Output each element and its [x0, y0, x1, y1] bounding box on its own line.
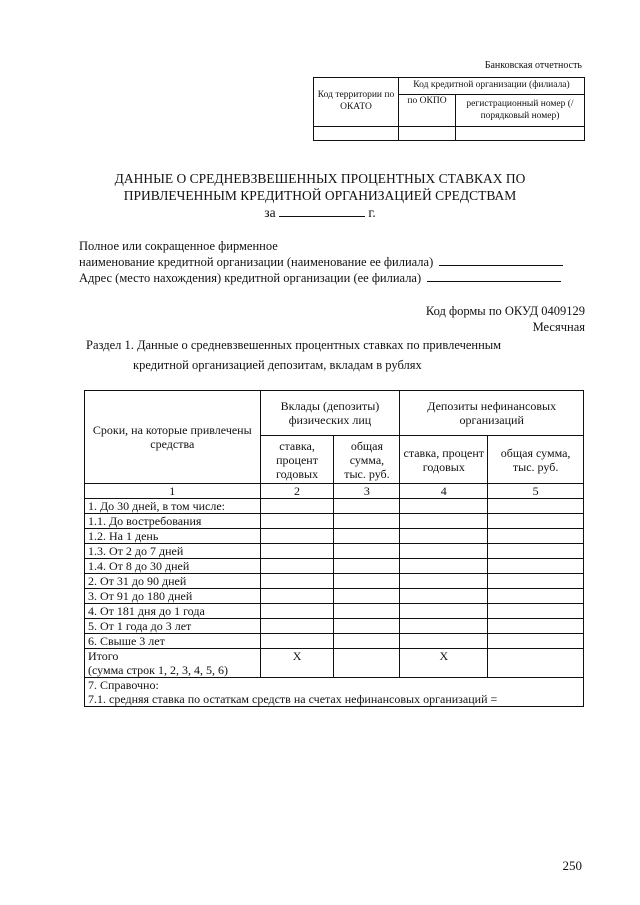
- total-row: [85, 649, 584, 678]
- cell: [488, 499, 584, 514]
- territory-code-header: Код территории по ОКАТО: [314, 78, 399, 127]
- cell: [488, 544, 584, 559]
- cell: [260, 589, 334, 604]
- row-label: 1.2. На 1 день: [85, 529, 261, 544]
- cell: [400, 544, 488, 559]
- total-individuals-rate: X: [260, 649, 334, 678]
- total-individuals-sum: [334, 649, 400, 678]
- row-label: 4. От 181 дня до 1 года: [85, 604, 261, 619]
- cell: [488, 529, 584, 544]
- section-line-2: кредитной организацией депозитам, вкладам в рублях: [133, 358, 422, 372]
- org-info-line-3: [79, 270, 563, 286]
- cell: [334, 574, 400, 589]
- row-label: 1.1. До востребования: [85, 514, 261, 529]
- table-row: [85, 544, 584, 559]
- column-number: 5: [488, 484, 584, 499]
- table-row: [85, 514, 584, 529]
- codes-table: [313, 77, 585, 141]
- cell: [334, 544, 400, 559]
- org-address-label: Адрес (место нахождения) кредитной организации (ее филиала): [79, 271, 422, 285]
- table-row: [85, 604, 584, 619]
- section-heading: [86, 335, 501, 375]
- total-label-line-2: (сумма строк 1, 2, 3, 4, 5, 6): [88, 663, 228, 677]
- reg-number-header: регистрационный номер (/порядковый номер): [456, 95, 585, 127]
- cell: [260, 574, 334, 589]
- period-blank: [279, 216, 365, 217]
- cell: [334, 499, 400, 514]
- cell: [260, 634, 334, 649]
- cell: [400, 634, 488, 649]
- cell: [400, 574, 488, 589]
- cell: [488, 634, 584, 649]
- column-numbers-row: [85, 484, 584, 499]
- row-label: 1.4. От 8 до 30 дней: [85, 559, 261, 574]
- section-line-1: Раздел 1. Данные о средневзвешенных процентных ставках по привлеченным: [86, 338, 502, 352]
- nonfinancial-rate-header: ставка, процент годовых: [400, 436, 488, 484]
- cell: [334, 514, 400, 529]
- rates-table: [84, 390, 584, 707]
- row-label: 6. Свыше 3 лет: [85, 634, 261, 649]
- cell: [260, 559, 334, 574]
- cell: [260, 604, 334, 619]
- individuals-header: Вклады (депозиты) физических лиц: [260, 391, 400, 436]
- title-line-2: ПРИВЛЕЧЕННЫМ КРЕДИТНОЙ ОРГАНИЗАЦИЕЙ СРЕДСТВАМ: [123, 188, 517, 203]
- reporting-label: Банковская отчетность: [484, 60, 582, 71]
- cell: [400, 619, 488, 634]
- cell: [488, 619, 584, 634]
- cell: [334, 619, 400, 634]
- cell: [400, 589, 488, 604]
- reference-item: 7.1. средняя ставка по остаткам средств на счетах нефинансовых организаций =: [88, 692, 498, 706]
- cell: [334, 589, 400, 604]
- total-label-line-1: Итого: [88, 649, 119, 663]
- period-prefix: за: [264, 205, 276, 220]
- cell: [260, 544, 334, 559]
- cell: [260, 514, 334, 529]
- cell: [488, 559, 584, 574]
- row-label: 5. От 1 года до 3 лет: [85, 619, 261, 634]
- document-title: [0, 170, 640, 221]
- org-info-line-2: [79, 254, 563, 270]
- cell: [334, 634, 400, 649]
- org-info: [79, 238, 563, 286]
- column-number: 2: [260, 484, 334, 499]
- table-row: [85, 499, 584, 514]
- cell: [488, 514, 584, 529]
- cell: [400, 604, 488, 619]
- cell: [488, 574, 584, 589]
- org-name-blank: [439, 265, 563, 266]
- nonfinancial-sum-header: общая сумма, тыс. руб.: [488, 436, 584, 484]
- total-label: [85, 649, 261, 678]
- territory-code-value: [314, 127, 399, 141]
- column-number: 1: [85, 484, 261, 499]
- cell: [400, 499, 488, 514]
- individuals-rate-header: ставка, процент годовых: [260, 436, 334, 484]
- cell: [400, 514, 488, 529]
- reference-label: 7. Справочно:: [88, 678, 159, 692]
- reference-cell: [85, 678, 584, 707]
- row-label: 3. От 91 до 180 дней: [85, 589, 261, 604]
- credit-org-code-header: Код кредитной организации (филиала): [399, 78, 585, 95]
- cell: [260, 619, 334, 634]
- cell: [400, 529, 488, 544]
- okpo-value: [399, 127, 456, 141]
- cell: [260, 499, 334, 514]
- row-label: 1.3. От 2 до 7 дней: [85, 544, 261, 559]
- column-number: 3: [334, 484, 400, 499]
- okpo-header: по ОКПО: [399, 95, 456, 127]
- form-code: Код формы по ОКУД 0409129: [425, 304, 585, 318]
- row-label: 2. От 31 до 90 дней: [85, 574, 261, 589]
- cell: [334, 559, 400, 574]
- cell: [334, 529, 400, 544]
- reference-row: [85, 678, 584, 707]
- table-row: [85, 634, 584, 649]
- org-name-label: наименование кредитной организации (наименование ее филиала): [79, 255, 434, 269]
- form-code-block: [426, 303, 585, 335]
- table-row: [85, 589, 584, 604]
- title-period: [0, 204, 640, 221]
- table-row: [85, 619, 584, 634]
- total-nonfinancial-rate: X: [400, 649, 488, 678]
- table-row: [85, 559, 584, 574]
- periodicity: Месячная: [532, 320, 585, 334]
- nonfinancial-header: Депозиты нефинансовых организаций: [400, 391, 584, 436]
- reg-number-value: [456, 127, 585, 141]
- terms-header: Сроки, на которые привлечены средства: [85, 391, 261, 484]
- period-suffix: г.: [368, 205, 376, 220]
- cell: [260, 529, 334, 544]
- cell: [488, 604, 584, 619]
- cell: [488, 589, 584, 604]
- cell: [400, 559, 488, 574]
- org-address-blank: [427, 281, 561, 282]
- column-number: 4: [400, 484, 488, 499]
- org-info-line-1: Полное или сокращенное фирменное: [79, 239, 278, 253]
- table-row: [85, 529, 584, 544]
- row-label: 1. До 30 дней, в том числе:: [85, 499, 261, 514]
- total-nonfinancial-sum: [488, 649, 584, 678]
- page-number: 250: [562, 858, 582, 873]
- cell: [334, 604, 400, 619]
- table-row: [85, 574, 584, 589]
- individuals-sum-header: общая сумма, тыс. руб.: [334, 436, 400, 484]
- title-line-1: ДАННЫЕ О СРЕДНЕВЗВЕШЕННЫХ ПРОЦЕНТНЫХ СТАВКАХ ПО: [114, 171, 526, 186]
